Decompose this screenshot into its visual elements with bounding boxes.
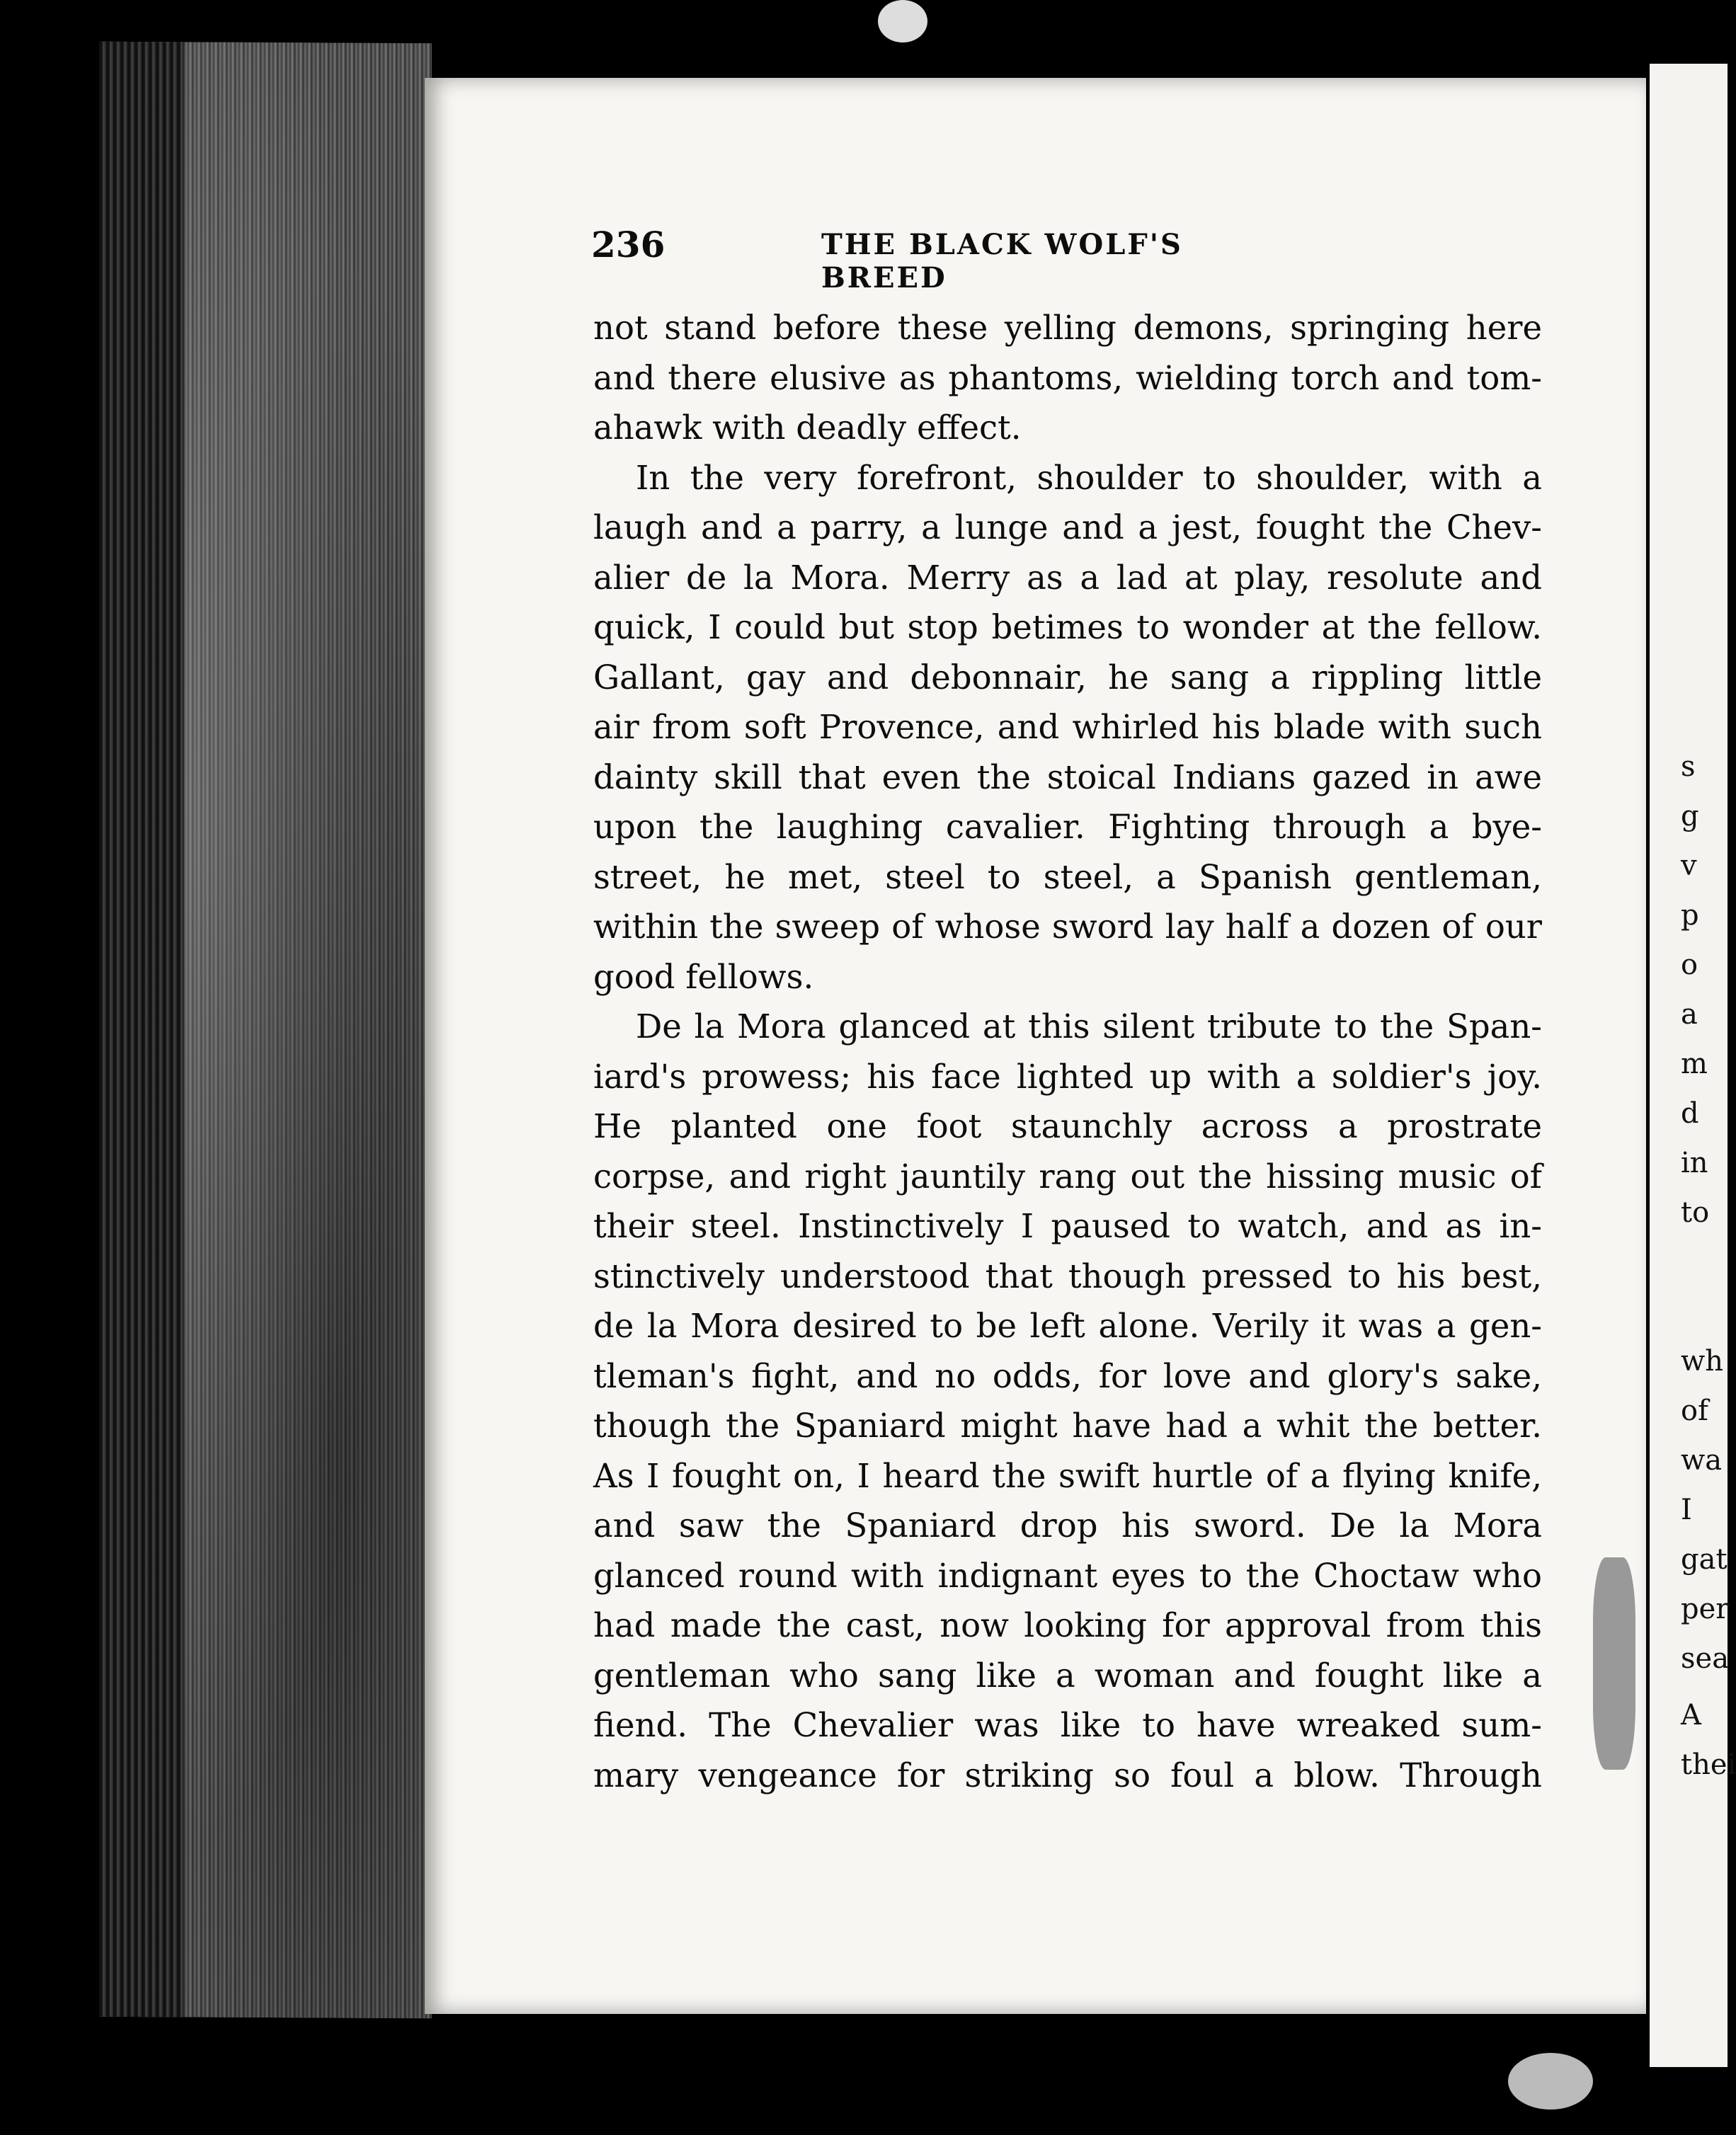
text-line: In the very forefront, shoulder to shoulder, with a xyxy=(636,458,1542,497)
text-line: mary vengeance for striking so foul a blow. Through xyxy=(593,1756,1542,1795)
text-line: He planted one foot staunchly across a prostrate xyxy=(593,1107,1542,1145)
facing-page-fragment: o xyxy=(1681,949,1698,981)
scan-speck xyxy=(878,0,927,42)
text-line: air from soft Provence, and whirled his blade with such xyxy=(593,708,1542,746)
scan-speck xyxy=(1593,1557,1635,1770)
facing-page-fragment: v xyxy=(1681,849,1697,882)
facing-page-fragment: d xyxy=(1681,1097,1699,1130)
text-line: their steel. Instinctively I paused to watch, and as in- xyxy=(593,1207,1542,1245)
facing-page-fragment: thei xyxy=(1681,1748,1736,1781)
body-text xyxy=(593,303,1542,1800)
facing-page-fragment: wa xyxy=(1681,1444,1723,1477)
facing-page-fragment: wh xyxy=(1681,1345,1723,1378)
scan-speck xyxy=(1508,2053,1593,2110)
text-line: fiend. The Chevalier was like to have wreaked sum- xyxy=(593,1706,1542,1744)
facing-page-fragment: I xyxy=(1681,1494,1692,1526)
facing-page-fragment: of xyxy=(1681,1395,1708,1427)
facing-page-fragment: to xyxy=(1681,1196,1710,1229)
text-line: glanced round with indignant eyes to the Choctaw who xyxy=(593,1556,1542,1595)
text-line: stinctively understood that though pressed to his best, xyxy=(593,1257,1542,1295)
text-line: corpse, and right jauntily rang out the hissing music of xyxy=(593,1157,1542,1196)
facing-page-fragment: s xyxy=(1681,750,1696,783)
facing-page-fragment: in xyxy=(1681,1147,1708,1179)
text-line: and there elusive as phantoms, wielding torch and tom- xyxy=(593,358,1542,397)
running-head: THE BLACK WOLF'S BREED xyxy=(821,228,1183,294)
text-line: dainty skill that even the stoical Indians gazed in awe xyxy=(593,757,1542,796)
text-line: and saw the Spaniard drop his sword. De la Mora xyxy=(593,1506,1542,1545)
text-line: de la Mora desired to be left alone. Verily it was a gen- xyxy=(593,1307,1542,1345)
facing-page-fragment: a xyxy=(1681,998,1698,1031)
text-line: alier de la Mora. Merry as a lad at play, resolute and xyxy=(593,558,1542,597)
text-line: As I fought on, I heard the swift hurtle of a flying knife, xyxy=(593,1456,1542,1495)
text-line: De la Mora glanced at this silent tribute to the Span- xyxy=(636,1007,1542,1046)
facing-page-fragment: A xyxy=(1681,1699,1701,1732)
text-line: within the sweep of whose sword lay half a dozen of our xyxy=(593,908,1542,946)
facing-page-fragment: sea xyxy=(1681,1642,1730,1675)
facing-page-fragment: gat xyxy=(1681,1543,1728,1576)
text-line: had made the cast, now looking for approval from this xyxy=(593,1606,1542,1644)
book-page-edges xyxy=(99,42,432,2018)
facing-page-fragment: p xyxy=(1681,899,1699,932)
text-line: laugh and a parry, a lunge and a jest, fought the Chev- xyxy=(593,508,1542,546)
text-line: not stand before these yelling demons, springing here xyxy=(593,309,1542,347)
facing-page-strip xyxy=(1650,64,1736,2067)
text-line: street, he met, steel to steel, a Spanish gentleman, xyxy=(593,857,1542,896)
facing-page-fragment: g xyxy=(1681,800,1699,832)
text-line: though the Spaniard might have had a whit the better. xyxy=(593,1407,1542,1445)
page-number: 236 xyxy=(591,224,666,265)
text-line: tleman's fight, and no odds, for love and glory's sake, xyxy=(593,1356,1542,1395)
facing-page-fragment: m xyxy=(1681,1048,1708,1080)
page-header xyxy=(591,224,1313,294)
text-line: ahawk with deadly effect. xyxy=(593,408,1022,447)
text-line: gentleman who sang like a woman and fought like a xyxy=(593,1656,1542,1695)
text-line: upon the laughing cavalier. Fighting through a bye- xyxy=(593,808,1542,846)
text-line: good fellows. xyxy=(593,957,814,996)
text-line: quick, I could but stop betimes to wonder at the fellow. xyxy=(593,608,1542,646)
facing-page-fragment: per xyxy=(1681,1593,1730,1625)
text-line: Gallant, gay and debonnair, he sang a rippling little xyxy=(593,658,1542,697)
text-line: iard's prowess; his face lighted up with a soldier's joy. xyxy=(593,1057,1542,1096)
